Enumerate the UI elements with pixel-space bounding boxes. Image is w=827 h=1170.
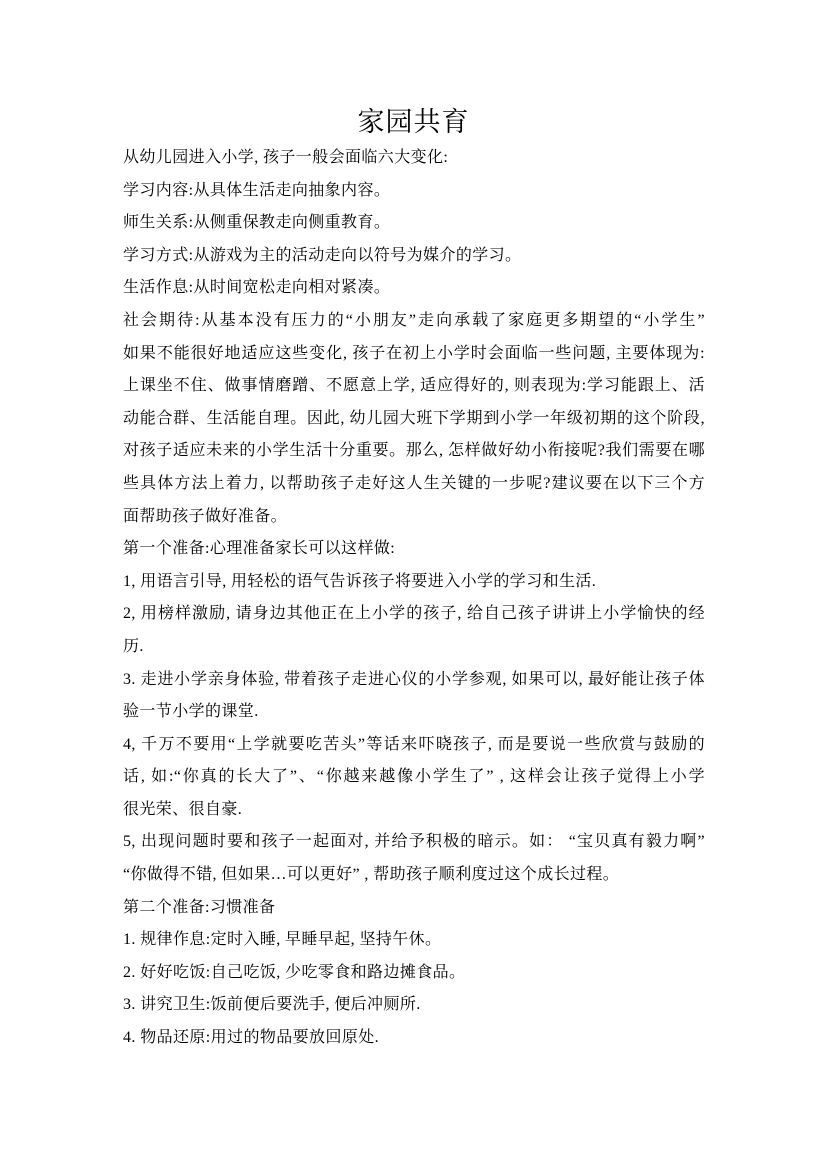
text-line: 动能合群、生活能自理。因此, 幼儿园大班下学期到小学一年级初期的这个阶段, bbox=[123, 409, 705, 427]
text-line: 3. 走进小学亲身体验, 带着孩子走进心仪的小学参观, 如果可以, 最好能让孩子体 bbox=[123, 670, 705, 688]
text-line: 上课坐不住、做事情磨蹭、不愿意上学, 适应得好的, 则表现为:学习能跟上、活 bbox=[123, 377, 705, 395]
text-line: 1. 规律作息:定时入睡, 早睡早起, 坚持午休。 bbox=[123, 931, 442, 949]
paragraph bbox=[123, 826, 705, 891]
text-line: 些具体方法上着力, 以帮助孩子走好这人生关键的一步呢?建议要在以下三个方 bbox=[123, 474, 705, 492]
text-line: 验一节小学的课堂. bbox=[123, 703, 259, 721]
text-line: 2. 好好吃饭:自己吃饭, 少吃零食和路边摊食品。 bbox=[123, 963, 466, 981]
text-line: 面帮助孩子做好准备。 bbox=[123, 507, 288, 525]
paragraph bbox=[123, 142, 705, 175]
text-line: 2, 用榜样激励, 请身边其他正在上小学的孩子, 给自己孩子讲讲上小学愉快的经 bbox=[123, 605, 705, 623]
text-line: 很光荣、很自豪. bbox=[123, 800, 243, 818]
paragraph bbox=[123, 272, 705, 305]
text-line: 师生关系:从侧重保教走向侧重教育。 bbox=[123, 214, 391, 232]
paragraph bbox=[123, 598, 705, 663]
paragraph bbox=[123, 533, 705, 566]
text-line: 学习方式:从游戏为主的活动走向以符号为媒介的学习。 bbox=[123, 246, 522, 264]
paragraph bbox=[123, 957, 705, 990]
paragraph bbox=[123, 338, 705, 534]
paragraph bbox=[123, 207, 705, 240]
paragraph bbox=[123, 1022, 705, 1055]
text-line: 第二个准备:习惯准备 bbox=[123, 898, 276, 916]
text-line: 对孩子适应未来的小学生活十分重要。那么, 怎样做好幼小衔接呢?我们需要在哪 bbox=[123, 442, 705, 460]
paragraph bbox=[123, 664, 705, 729]
paragraph bbox=[123, 924, 705, 957]
text-line: 5, 出现问题时要和孩子一起面对, 并给予积极的暗示。如： “宝贝真有毅力啊” bbox=[123, 833, 705, 851]
paragraph bbox=[123, 240, 705, 273]
document-body bbox=[0, 142, 827, 1055]
text-line: 第一个准备:心理准备家长可以这样做: bbox=[123, 540, 396, 558]
text-line: 历. bbox=[123, 637, 144, 655]
text-line: 话, 如:“你真的长大了”、“你越来越像小学生了” , 这样会让孩子觉得上小学 bbox=[123, 768, 705, 786]
text-line: “你做得不错, 但如果…可以更好” , 帮助孩子顺利度过这个成长过程。 bbox=[123, 866, 620, 884]
text-line: 生活作息:从时间宽松走向相对紧凑。 bbox=[123, 279, 391, 297]
text-line: 学习内容:从具体生活走向抽象内容。 bbox=[123, 181, 391, 199]
text-line: 4. 物品还原:用过的物品要放回原处. bbox=[123, 1029, 380, 1047]
text-line: 如果不能很好地适应这些变化, 孩子在初上小学时会面临一些问题, 主要体现为: bbox=[123, 344, 705, 362]
text-line: 社会期待:从基本没有压力的“小朋友”走向承载了家庭更多期望的“小学生” bbox=[123, 311, 705, 329]
text-line: 从幼儿园进入小学, 孩子一般会面临六大变化: bbox=[123, 149, 449, 166]
paragraph bbox=[123, 892, 705, 925]
text-line: 4, 千万不要用“上学就要吃苦头”等话来吓晓孩子, 而是要说一些欣赏与鼓励的 bbox=[123, 735, 705, 753]
paragraph bbox=[123, 175, 705, 208]
document-title: 家园共育 bbox=[357, 107, 470, 137]
paragraph bbox=[123, 729, 705, 827]
paragraph bbox=[123, 566, 705, 599]
text-line: 3. 讲究卫生:饭前便后要洗手, 便后冲厕所. bbox=[123, 996, 421, 1014]
paragraph bbox=[123, 305, 705, 338]
text-line: 1, 用语言引导, 用轻松的语气告诉孩子将要进入小学的学习和生活. bbox=[123, 572, 597, 590]
paragraph bbox=[123, 989, 705, 1022]
